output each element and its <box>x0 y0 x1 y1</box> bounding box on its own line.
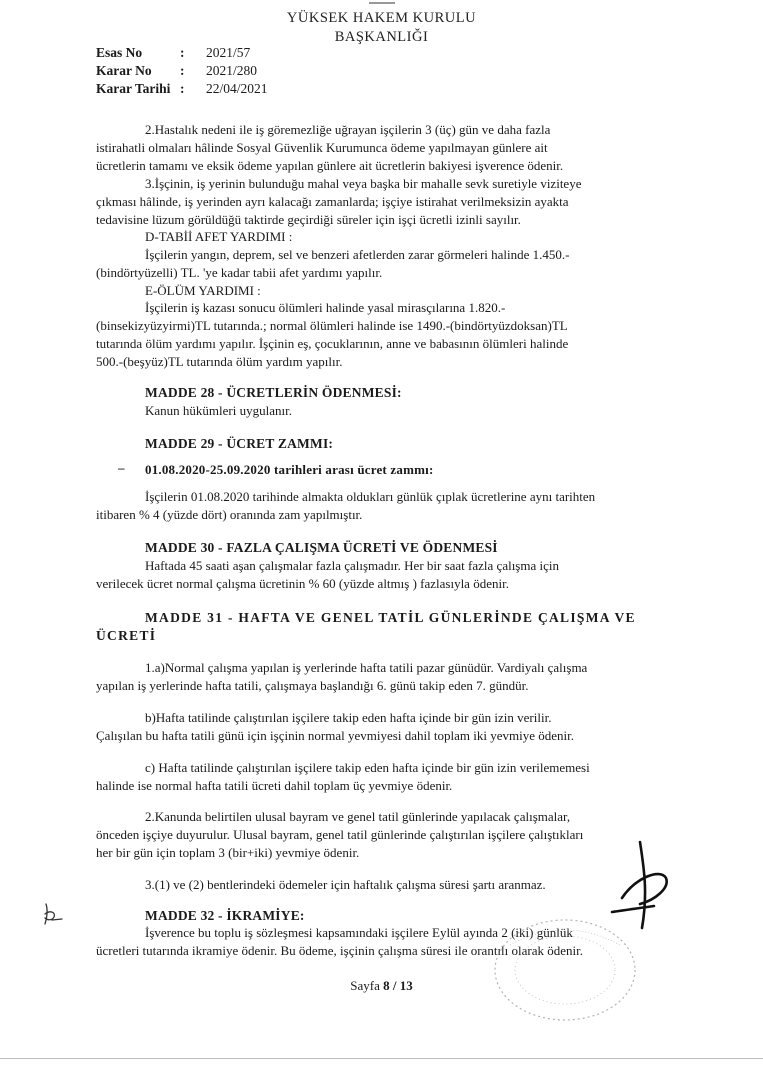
madde-32-heading: MADDE 32 - İKRAMİYE: <box>145 908 305 923</box>
bullet-dash: – <box>118 460 125 475</box>
margin-initial-mark <box>38 900 68 928</box>
top-scan-mark <box>0 2 763 8</box>
p2-line-3: ücretlerin tamamı ve eksik ödeme yapılan günlere ait ücretlerin bakiyesi işverence ödenir. <box>96 158 564 173</box>
meta-value: 2021/57 <box>206 45 251 60</box>
meta-value: 22/04/2021 <box>206 81 268 96</box>
madde-32-line-1: İşverence bu toplu iş sözleşmesi kapsamındaki işçilere Eylül ayında 2 (iki) günlük <box>145 925 573 940</box>
e-line-3: tutarında ölüm yardımı yapılır. İşçinin eş, çocuklarının, anne ve babasının ölümleri halinde <box>96 336 569 351</box>
e-title: E-ÖLÜM YARDIMI : <box>145 283 261 298</box>
meta-label: Karar No <box>96 63 152 78</box>
madde-31-3-text: 3.(1) ve (2) bentlerindeki ödemeler için haftalık çalışma süresi şartı aranmaz. <box>145 877 546 892</box>
stamp-seal <box>480 905 650 1035</box>
madde-29-subheading: 01.08.2020-25.09.2020 tarihleri arası ücret zammı: <box>145 462 434 477</box>
madde-30-line-2: verilecek ücret normal çalışma ücretinin % 60 (yüzde altmış ) fazlasıyla ödenir. <box>96 576 509 591</box>
madde-32-line-2: ücretleri tutarında ikramiye ödenir. Bu ödeme, işçinin çalışma süresi ile orantılı olarak ödenir. <box>96 943 583 958</box>
madde-31-b-line-2: Çalışılan bu hafta tatili günü için işçinin normal yevmiyesi dahil toplam iki yevmiye ödenir. <box>96 728 575 743</box>
p3-line-2: çıkması hâlinde, iş yerinden ayrı kalacağı zamanlarda; işçiye istirahat verilmeksizin ayakta <box>96 194 569 209</box>
meta-label: Esas No <box>96 45 143 60</box>
meta-row-karar-tarihi <box>96 81 268 97</box>
madde-31-b-line-1: b)Hafta tatilinde çalıştırılan işçilere takip eden hafta içinde bir gün izin verilir. <box>145 710 552 725</box>
madde-31-c-line-2: halinde ise normal hafta tatili ücreti dahil toplam üç yevmiye ödenir. <box>96 778 453 793</box>
madde-31-1a-line-1: 1.a)Normal çalışma yapılan iş yerlerinde hafta tatili pazar günüdür. Vardiyalı çalışma <box>145 660 588 675</box>
institution-subtitle: BAŞKANLIĞI <box>334 29 429 45</box>
madde-31-c-line-1: c) Hafta tatilinde çalıştırılan işçilere takip eden hafta içinde bir gün izin verilememesi <box>145 760 590 775</box>
madde-31-1a-line-2: yapılan iş yerlerinde hafta tatili, çalışmaya başlandığı 6. günü takip eden 7. gündür. <box>96 678 529 693</box>
madde-30-line-1: Haftada 45 saati aşan çalışmalar fazla çalışmadır. Her bir saat fazla çalışma için <box>145 558 559 573</box>
d-line-1: İşçilerin yangın, deprem, sel ve benzeri afetlerden zarar görmeleri halinde 1.450.- <box>145 247 570 262</box>
meta-colon: : <box>180 63 185 78</box>
e-line-2: (binsekizyüzyirmi)TL tutarında.; normal ölümleri halinde ise 1490.-(bindörtyüzdoksan)TL <box>96 318 568 333</box>
e-line-4: 500.-(beşyüz)TL tutarında ölüm yardım yapılır. <box>96 354 343 369</box>
madde-31-heading-cont: ÜCRETİ <box>96 628 157 643</box>
madde-30-heading: MADDE 30 - FAZLA ÇALIŞMA ÜCRETİ VE ÖDENMESİ <box>145 540 498 555</box>
d-title: D-TABİİ AFET YARDIMI : <box>145 229 293 244</box>
madde-28-text: Kanun hükümleri uygulanır. <box>145 403 292 418</box>
meta-row-karar <box>96 63 258 79</box>
madde-28-heading: MADDE 28 - ÜCRETLERİN ÖDENMESİ: <box>145 385 402 400</box>
meta-value: 2021/280 <box>206 63 258 78</box>
madde-31-2-line-3: her bir gün için toplam 3 (bir+iki) yevmiye ödenir. <box>96 845 360 860</box>
p3-line-1: 3.İşçinin, iş yerinin bulunduğu mahal veya başka bir mahalle sevk suretiyle viziteye <box>145 176 582 191</box>
meta-row-esas <box>96 45 251 61</box>
d-line-2: (bindörtyüzelli) TL. 'ye kadar tabii afet yardımı yapılır. <box>96 265 383 280</box>
meta-colon: : <box>180 45 185 60</box>
meta-colon: : <box>180 81 185 96</box>
institution-title: YÜKSEK HAKEM KURULU <box>286 10 477 26</box>
meta-label: Karar Tarihi <box>96 81 171 96</box>
madde-29-heading: MADDE 29 - ÜCRET ZAMMI: <box>145 436 334 451</box>
p2-line-1: 2.Hastalık nedeni ile iş göremezliğe uğrayan işçilerin 3 (üç) gün ve daha fazla <box>145 122 551 137</box>
scan-edge-line <box>0 1058 763 1059</box>
madde-31-heading: MADDE 31 - HAFTA VE GENEL TATİL GÜNLERİNDE ÇALIŞMA VE <box>145 610 636 625</box>
p2-line-2: istirahatli olmaları hâlinde Sosyal Güvenlik Kurumunca ödeme yapılmayan günlere ait <box>96 140 548 155</box>
e-line-1: İşçilerin iş kazası sonucu ölümleri halinde yasal mirasçılarına 1.820.- <box>145 300 506 315</box>
page-prefix: Sayfa <box>350 978 380 993</box>
madde-31-2-line-2: önceden işçiye duyurulur. Ulusal bayram, genel tatil günlerinde çalıştırılan işçilere çalıştıkları <box>96 827 584 842</box>
madde-29-line-2: itibaren % 4 (yüzde dört) oranında zam yapılmıştır. <box>96 507 363 522</box>
page-value: 8 / 13 <box>383 978 413 993</box>
p3-line-3: tedavisine lüzum görüldüğü taktirde geçirdiği süreler için işçi ücretli izinli sayılır. <box>96 212 521 227</box>
madde-31-2-line-1: 2.Kanunda belirtilen ulusal bayram ve genel tatil günlerinde yapılacak çalışmalar, <box>145 809 571 824</box>
madde-29-line-1: İşçilerin 01.08.2020 tarihinde almakta oldukları günlük çıplak ücretlerine aynı tarihten <box>145 489 596 504</box>
